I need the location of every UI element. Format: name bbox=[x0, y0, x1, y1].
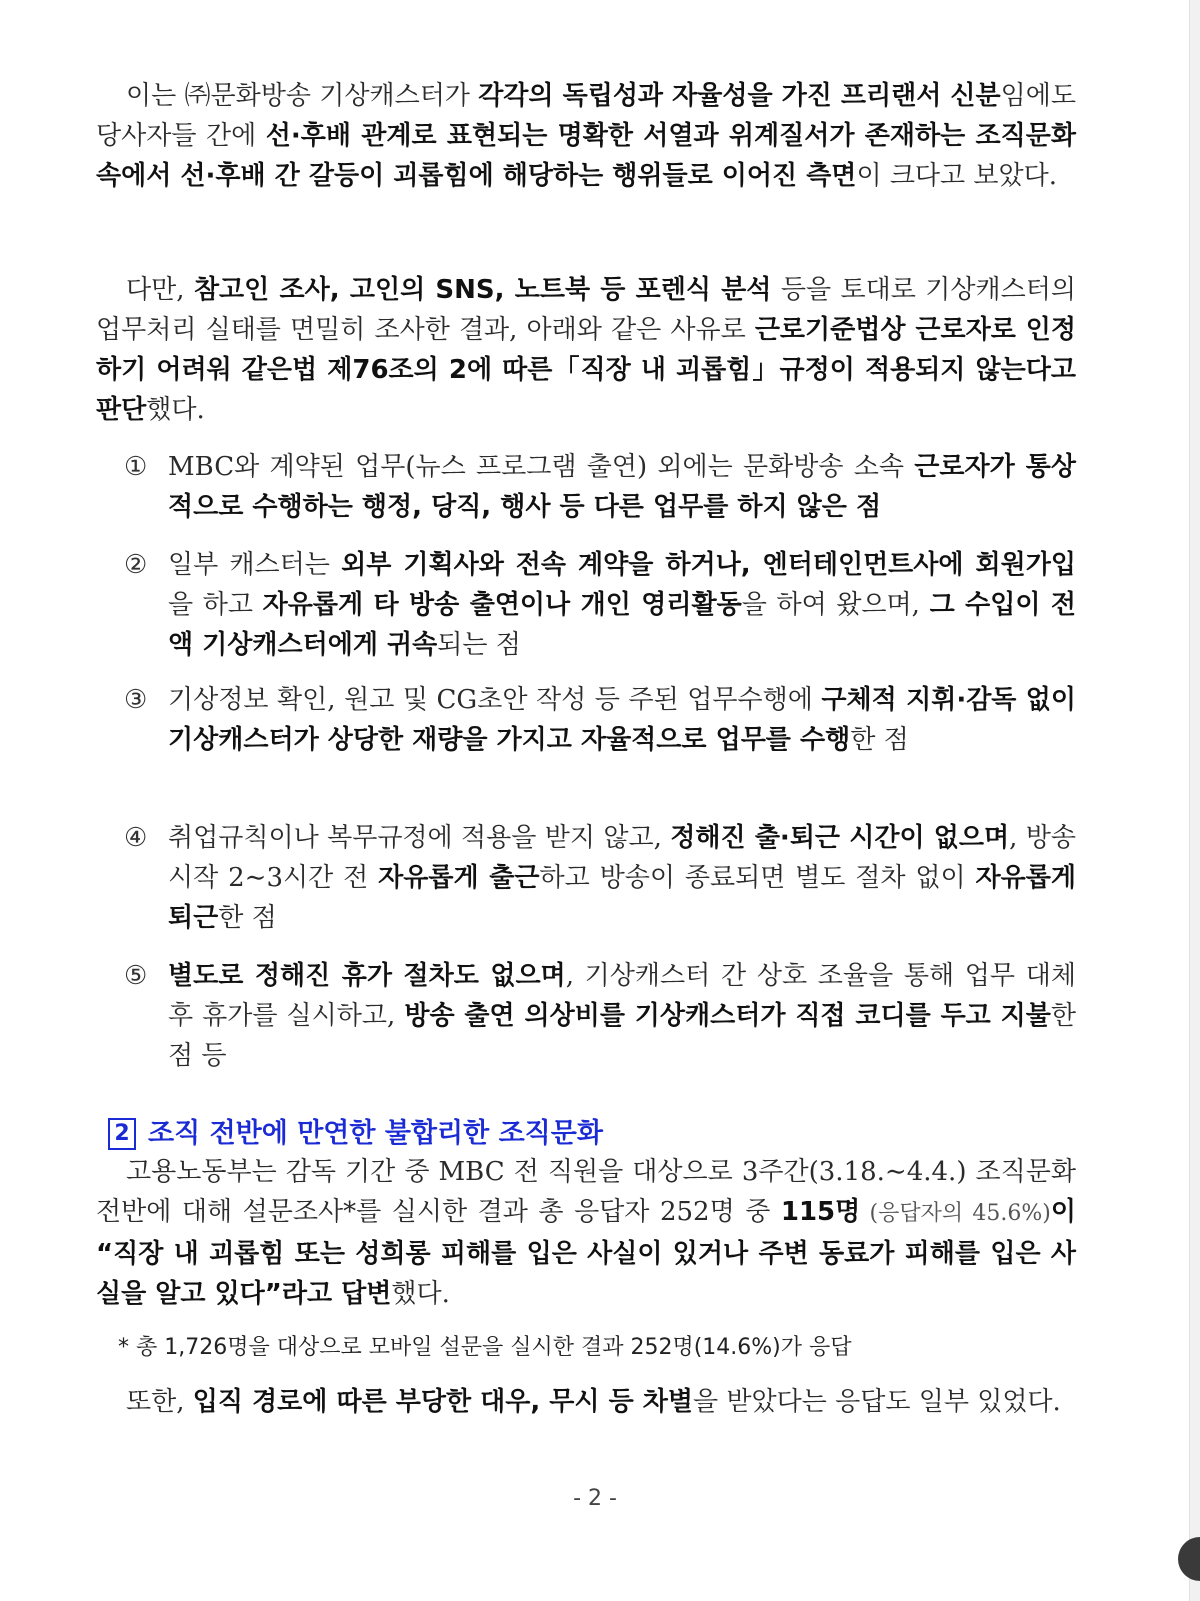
text-segment: 등을 토대로 기상캐스터의 업무처리 실태를 면밀히 조사한 결과, 아래와 같은 사유로 bbox=[96, 275, 1076, 345]
text-segment: 을 하고 bbox=[168, 590, 263, 620]
text-segment: 을 하여 왔으며, bbox=[741, 590, 930, 620]
bold-segment: 그 수입이 전액 기상캐스터에게 귀속 bbox=[168, 590, 1076, 660]
item-number: ③ bbox=[124, 685, 148, 715]
text-segment: 하고 방송이 종료되면 별도 절차 없이 bbox=[539, 863, 976, 893]
text-segment: 이 크다고 보았다. bbox=[856, 161, 1058, 191]
bold-segment: 구체적 지휘·감독 없이 기상캐스터가 상당한 재량을 가지고 자율적으로 업무를 수행 bbox=[168, 685, 1077, 755]
text-segment: MBC와 계약된 업무(뉴스 프로그램 출연) 외에는 문화방송 소속 bbox=[168, 452, 915, 482]
text-segment: 했다. bbox=[146, 395, 205, 425]
reason-item-1 bbox=[124, 447, 1076, 527]
reason-item-5 bbox=[124, 956, 1076, 1076]
bold-segment: 방송 출연 의상비를 기상캐스터가 직접 코디를 두고 지불 bbox=[404, 1001, 1051, 1031]
text-segment: 을 받았다는 응답도 일부 있었다. bbox=[692, 1387, 1061, 1417]
text-segment: 일부 캐스터는 bbox=[168, 550, 342, 580]
section-heading bbox=[108, 1114, 603, 1154]
section-title: 조직 전반에 만연한 불합리한 조직문화 bbox=[148, 1118, 603, 1149]
paragraph-survey-results bbox=[96, 1152, 1076, 1314]
item-text bbox=[168, 447, 1076, 527]
text-segment: 한 점 bbox=[218, 903, 277, 933]
text-segment: 또한, bbox=[126, 1387, 193, 1417]
bold-segment: 근로기준법상 근로자로 인정하기 어려워 같은법 제76조의 2에 따른「직장 내 괴롭힘」규정이 적용되지 않는다고 판단 bbox=[96, 315, 1076, 425]
bold-segment: 입직 경로에 따른 부당한 대우, 무시 등 차별 bbox=[192, 1387, 693, 1417]
viewer-scroll-edge[interactable] bbox=[1189, 0, 1200, 1601]
item-text bbox=[168, 956, 1076, 1076]
item-number: ⑤ bbox=[124, 961, 148, 991]
item-text bbox=[168, 680, 1076, 760]
bold-segment: 선·후배 관계로 표현되는 명확한 서열과 위계질서가 존재하는 조직문화 속에서 선·후배 간 갈등이 괴롭힘에 해당하는 행위들로 이어진 측면 bbox=[96, 121, 1076, 191]
item-text bbox=[168, 818, 1076, 938]
bold-segment: 자유롭게 퇴근 bbox=[168, 863, 1076, 933]
item-number: ④ bbox=[124, 823, 148, 853]
text-segment: 한 점 등 bbox=[168, 1001, 1076, 1071]
bold-segment: 별도로 정해진 휴가 절차도 없으며 bbox=[168, 961, 566, 991]
item-text bbox=[168, 545, 1076, 665]
bold-segment: 근로자가 통상적으로 수행하는 행정, 당직, 행사 등 다른 업무를 하지 않은 점 bbox=[168, 452, 1076, 522]
reason-item-2 bbox=[124, 545, 1076, 665]
bold-segment: 자유롭게 출근 bbox=[378, 863, 540, 893]
text-segment: 한 점 bbox=[850, 725, 909, 755]
section-number-box: 2 bbox=[108, 1118, 136, 1150]
text-segment: 취업규칙이나 복무규정에 적용을 받지 않고, bbox=[168, 823, 671, 853]
text-segment: 기상정보 확인, 원고 및 CG초안 작성 등 주된 업무수행에 bbox=[168, 685, 822, 715]
text-segment: 고용노동부는 감독 기간 중 MBC 전 직원을 대상으로 3주간(3.18.∼4.4.) 조직문화 전반에 대해 설문조사*를 실시한 결과 총 응답자 252명 중 bbox=[96, 1157, 1076, 1227]
survey-footnote: * 총 1,726명을 대상으로 모바일 설문을 실시한 결과 252명(14.6%)가 응답 bbox=[118, 1335, 852, 1360]
text-segment: 다만, bbox=[126, 275, 194, 305]
reason-item-3 bbox=[124, 680, 1076, 760]
bold-segment: 115명 bbox=[780, 1197, 861, 1227]
bold-segment: 외부 기획사와 전속 계약을 하거나, 엔터테인먼트사에 회원가입 bbox=[341, 550, 1076, 580]
bold-segment: 정해진 출·퇴근 시간이 없으며 bbox=[670, 823, 1010, 853]
text-segment: , 방송 시작 2∼3시간 전 bbox=[168, 823, 1076, 893]
bold-segment: 각각의 독립성과 자율성을 가진 프리랜서 신분 bbox=[478, 81, 1001, 111]
text-segment: 되는 점 bbox=[437, 630, 521, 660]
bold-segment: 이 “직장 내 괴롭힘 또는 성희롱 피해를 입은 사실이 있거나 주변 동료가 피해를 입은 사실을 알고 있다”라고 답변 bbox=[96, 1197, 1076, 1309]
text-segment: 했다. bbox=[391, 1279, 450, 1309]
item-number: ① bbox=[124, 452, 148, 482]
text-segment: , 기상캐스터 간 상호 조율을 통해 업무 대체 후 휴가를 실시하고, bbox=[168, 961, 1076, 1031]
reason-item-4 bbox=[124, 818, 1076, 938]
paragraph-labor-law-judgment bbox=[96, 270, 1076, 430]
bold-segment: 참고인 조사, 고인의 SNS, 노트북 등 포렌식 분석 bbox=[193, 275, 772, 305]
paragraph-discrimination bbox=[96, 1382, 1076, 1422]
paragraph-freelancer-culture bbox=[96, 76, 1076, 196]
page-number: - 2 - bbox=[573, 1486, 617, 1511]
respondent-ratio: (응답자의 45.6%) bbox=[860, 1201, 1051, 1226]
text-segment: 이는 ㈜문화방송 기상캐스터가 bbox=[126, 81, 479, 111]
text-segment: 임에도 당사자들 간에 bbox=[96, 81, 1077, 151]
item-number: ② bbox=[124, 550, 148, 580]
bold-segment: 자유롭게 타 방송 출연이나 개인 영리활동 bbox=[262, 590, 742, 620]
